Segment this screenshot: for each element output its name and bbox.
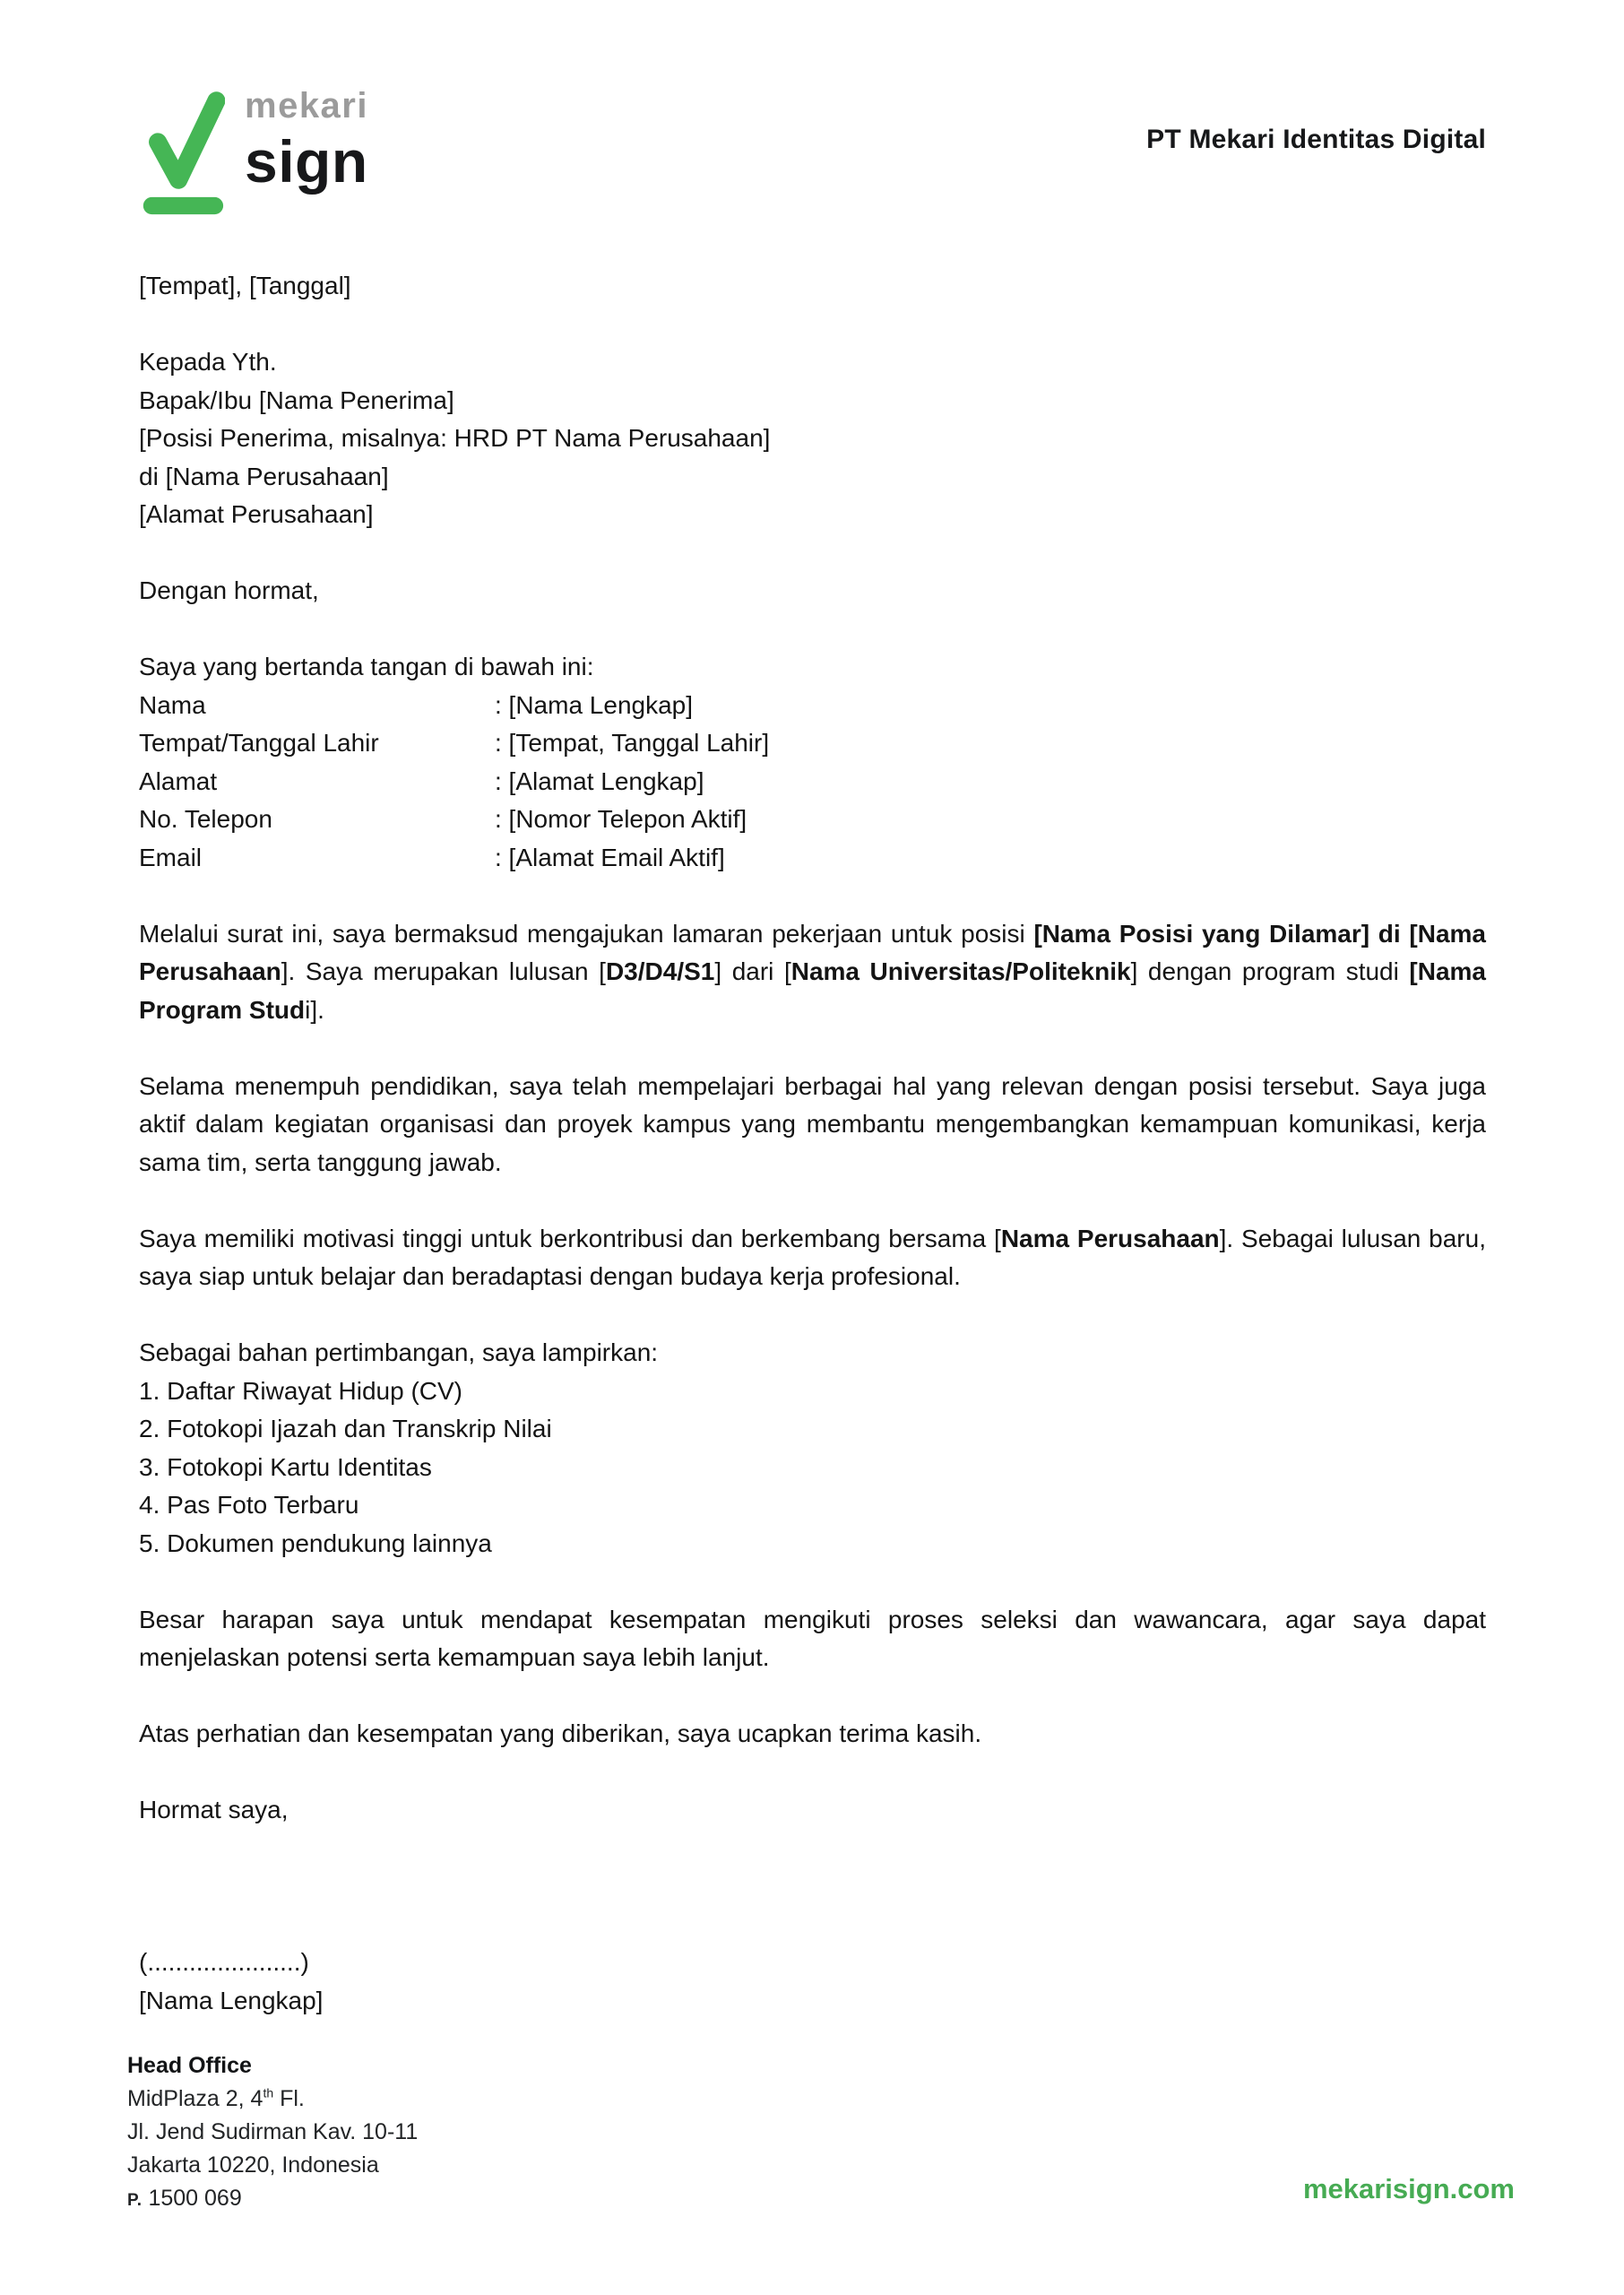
field-value: : [Nomor Telepon Aktif] [495, 805, 747, 833]
field-value: : [Alamat Email Aktif] [495, 843, 725, 871]
field-label: Email [139, 843, 203, 871]
phone-label: P. [127, 2191, 143, 2210]
attachments-block [139, 1334, 1486, 1563]
field-row [139, 687, 1486, 725]
header [0, 0, 1624, 215]
brand-name-mekari: mekari [245, 86, 368, 126]
attachments-intro: Sebagai bahan pertimbangan, saya lampirkan: [139, 1338, 659, 1366]
letter-body [139, 267, 1486, 2020]
field-value: : [Tempat, Tanggal Lahir] [495, 729, 770, 757]
floor-superscript: th [263, 2085, 274, 2100]
closing-salutation: Hormat saya, [139, 1796, 289, 1823]
brand-logo [139, 85, 368, 218]
salutation: Dengan hormat, [139, 576, 319, 604]
paragraph-motivation: Saya memiliki motivasi tinggi untuk berkontribusi dan berkembang bersama [Nama Perusahaan]. Sebagai lulusan baru, saya siap untuk belajar dan beradaptasi dengan budaya kerja profesional. [139, 1224, 1486, 1290]
attachment-item: 4. Pas Foto Terbaru [139, 1491, 359, 1519]
date-line: [Tempat], [Tanggal] [139, 272, 351, 299]
field-label: Tempat/Tanggal Lahir [139, 729, 379, 757]
field-row [139, 724, 1486, 763]
personal-data-block [139, 648, 1486, 877]
footer [127, 2049, 418, 2217]
recipient-line: di [Nama Perusahaan] [139, 462, 389, 490]
paragraph-hope: Besar harapan saya untuk mendapat kesempatan mengikuti proses seleksi dan wawancara, agar saya dapat menjelaskan potensi serta kemampuan saya lebih lanjut. [139, 1605, 1486, 1671]
paragraph-education: Selama menempuh pendidikan, saya telah mempelajari berbagai hal yang relevan dengan posisi tersebut. Saya juga aktif dalam kegiatan organisasi dan proyek kampus yang membantu mengembangkan kemampuan komunikasi, kerja sama tim, serta tanggung jawab. [139, 1071, 1486, 1176]
attachment-item: 2. Fotokopi Ijazah dan Transkrip Nilai [139, 1415, 552, 1442]
declaration-intro: Saya yang bertanda tangan di bawah ini: [139, 653, 594, 680]
brand-name-sign: sign [245, 128, 368, 195]
phone-line [127, 2182, 418, 2217]
brand-wordmark [245, 85, 368, 195]
signature-name: [Nama Lengkap] [139, 1986, 324, 2014]
paragraph-application: Melalui surat ini, saya bermaksud mengajukan lamaran pekerjaan untuk posisi [Nama Posisi yang Dilamar] di [Nama Perusahaan]. Saya merupakan lulusan [D3/D4/S1] dari [Nama Universitas/Politeknik] dengan program studi [Nama Program Studi]. [139, 919, 1487, 1024]
recipient-line: Kepada Yth. [139, 348, 277, 376]
signature-placeholder: (......................) [139, 1948, 309, 1976]
field-row [139, 801, 1486, 839]
head-office-title: Head Office [127, 2053, 252, 2078]
attachment-item: 1. Daftar Riwayat Hidup (CV) [139, 1376, 463, 1405]
field-row [139, 763, 1486, 801]
company-name: PT Mekari Identitas Digital [1146, 125, 1486, 154]
recipient-block [139, 343, 1486, 534]
attachment-item: 5. Dokumen pendukung lainnya [139, 1529, 492, 1557]
field-label: Nama [139, 690, 206, 719]
address-line-3: Jakarta 10220, Indonesia [127, 2152, 379, 2178]
field-row [139, 839, 1486, 878]
field-value: : [Alamat Lengkap] [495, 766, 704, 795]
address-line-2: Jl. Jend Sudirman Kav. 10-11 [127, 2119, 419, 2144]
recipient-line: [Posisi Penerima, misalnya: HRD PT Nama Perusahaan] [139, 424, 771, 452]
address-line-1: MidPlaza 2, 4th Fl. [127, 2085, 305, 2111]
checkmark-icon [139, 85, 225, 218]
field-value: : [Nama Lengkap] [495, 690, 694, 719]
website-link[interactable]: mekarisign.com [1302, 2173, 1515, 2204]
attachment-item: 3. Fotokopi Kartu Identitas [139, 1452, 432, 1481]
phone-number: 1500 069 [148, 2186, 242, 2211]
recipient-line: [Alamat Perusahaan] [139, 500, 374, 528]
paragraph-thanks: Atas perhatian dan kesempatan yang diberikan, saya ucapkan terima kasih. [139, 1719, 982, 1747]
recipient-line: Bapak/Ibu [Nama Penerima] [139, 385, 454, 414]
field-label: Alamat [139, 766, 218, 795]
field-label: No. Telepon [139, 805, 272, 833]
